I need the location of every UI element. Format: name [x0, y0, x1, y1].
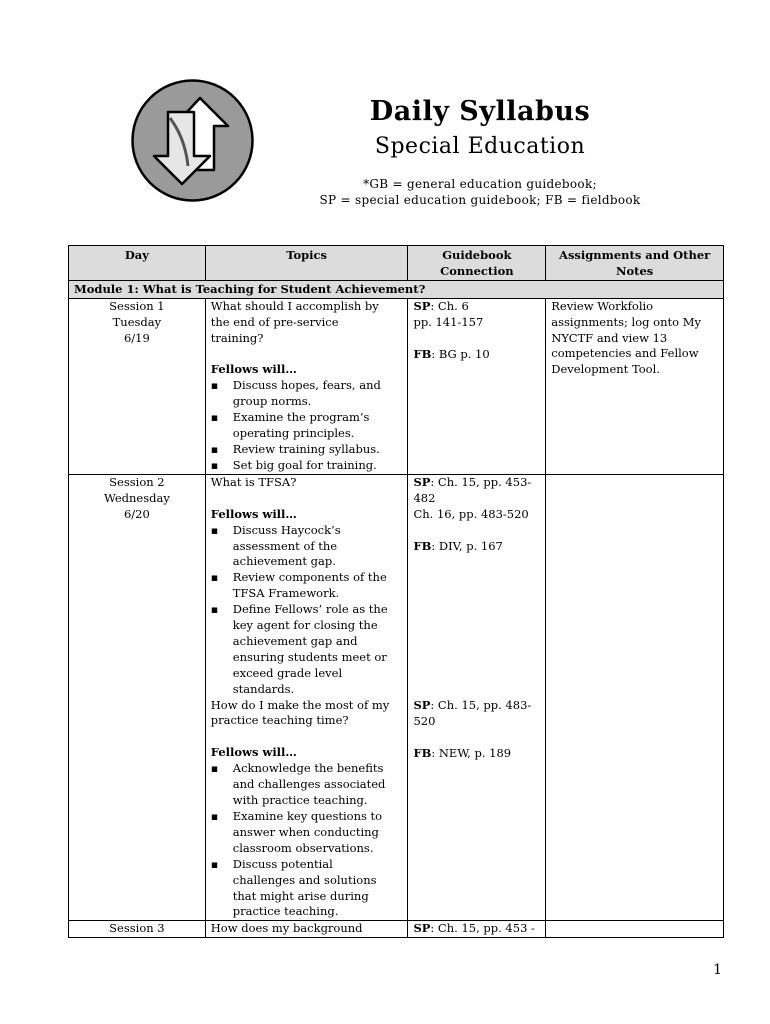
module-title: Module 1: What is Teaching for Student Achievement?	[69, 280, 724, 298]
list-item: ▪ Examine the program’s operating principles.	[211, 410, 403, 442]
objective-list	[211, 761, 403, 920]
session-3-guidebook-cell	[408, 921, 546, 938]
list-item: ▪ Examine key questions to answer when conducting classroom observations.	[211, 809, 403, 857]
module-row	[69, 280, 724, 298]
session-name: Session 2	[109, 474, 165, 489]
fellows-will-label: Fellows will…	[210, 745, 297, 760]
fb-reference: FB: NEW, p. 189	[413, 746, 512, 761]
fellows-will-label: Fellows will…	[210, 362, 297, 377]
column-header-day: Day	[69, 246, 206, 281]
sp-reference: SP: Ch. 15, pp. 453-	[413, 474, 532, 489]
topic-question: practice teaching time?	[210, 713, 349, 728]
session-3-day-cell	[69, 921, 206, 938]
list-item: ▪ Discuss hopes, fears, and group norms.	[211, 378, 403, 410]
list-item: ▪ Discuss potential challenges and solutions that might arise during practice teaching.	[211, 857, 403, 921]
page-title: Daily Syllabus	[369, 96, 591, 127]
list-item: ▪ Review training syllabus.	[211, 442, 403, 458]
list-item: ▪ Define Fellows’ role as the key agent for closing the achievement gap and ensuring students meet or exceed grade level standards.	[211, 602, 403, 697]
session-weekday: Tuesday	[112, 314, 162, 329]
session-date: 6/19	[123, 330, 150, 345]
syllabus-table	[68, 245, 724, 938]
session-weekday: Wednesday	[103, 490, 170, 505]
session-name: Session 3	[109, 921, 165, 936]
objective-list	[211, 378, 403, 473]
fellows-will-label: Fellows will…	[210, 506, 297, 521]
table-row	[69, 298, 724, 474]
list-item: ▪ Set big goal for training.	[211, 458, 403, 474]
table-row	[69, 474, 724, 921]
list-item: ▪ Review components of the TFSA Framework.	[211, 570, 403, 602]
sp-reference: SP: Ch. 15, pp. 483-	[413, 698, 532, 713]
topic-question: training?	[210, 330, 264, 345]
page-number: 1	[713, 962, 722, 978]
session-1-notes-cell: Review Workfolio assignments; log onto My NYCTF and view 13 competencies and Fellow Development Tool.	[546, 298, 724, 474]
session-2-day-cell	[69, 474, 206, 921]
sp-reference: SP: Ch. 15, pp. 453 -	[413, 921, 535, 936]
sp-pages: pp. 141-157	[413, 314, 484, 329]
session-2-notes-cell	[546, 474, 724, 921]
topic-question: How does my background	[210, 921, 363, 936]
fb-reference: FB: DIV, p. 167	[413, 538, 503, 553]
topic-question: What is TFSA?	[210, 474, 297, 489]
objective-list	[211, 523, 403, 698]
list-item: ▪ Acknowledge the benefits and challenges associated with practice teaching.	[211, 761, 403, 809]
session-3-topics-cell	[205, 921, 408, 938]
table-header-row	[69, 246, 724, 281]
column-header-guidebook: Guidebook Connection	[408, 246, 546, 281]
abbreviation-note-line-1: *GB = general education guidebook;	[363, 177, 597, 191]
session-2-topics-cell	[205, 474, 408, 921]
session-1-topics-cell	[205, 298, 408, 474]
session-1-day-cell	[69, 298, 206, 474]
page-subtitle: Special Education	[374, 134, 586, 159]
topic-question: the end of pre-service	[210, 314, 339, 329]
column-header-topics: Topics	[205, 246, 408, 281]
session-3-notes-cell	[546, 921, 724, 938]
session-1-guidebook-cell	[408, 298, 546, 474]
column-header-assignments: Assignments and Other Notes	[546, 246, 724, 281]
list-item: ▪ Discuss Haycock’s assessment of the achievement gap.	[211, 523, 403, 571]
table-row	[69, 921, 724, 938]
program-logo	[130, 78, 255, 203]
session-date: 6/20	[123, 506, 150, 521]
topic-question: What should I accomplish by	[210, 298, 379, 313]
session-2-guidebook-cell: SP: Ch. 15, pp. 453- 482 Ch. 16, pp. 483-520 FB: DIV, p. 167 SP: Ch. 15, pp. 483- 520 FB: NEW, p. 189	[408, 474, 546, 921]
fb-reference: FB: BG p. 10	[413, 346, 490, 361]
sp-reference: SP: Ch. 6	[413, 298, 469, 313]
topic-question: How do I make the most of my	[210, 697, 390, 712]
session-name: Session 1	[109, 298, 165, 313]
abbreviation-note-line-2: SP = special education guidebook; FB = fieldbook	[319, 193, 641, 207]
